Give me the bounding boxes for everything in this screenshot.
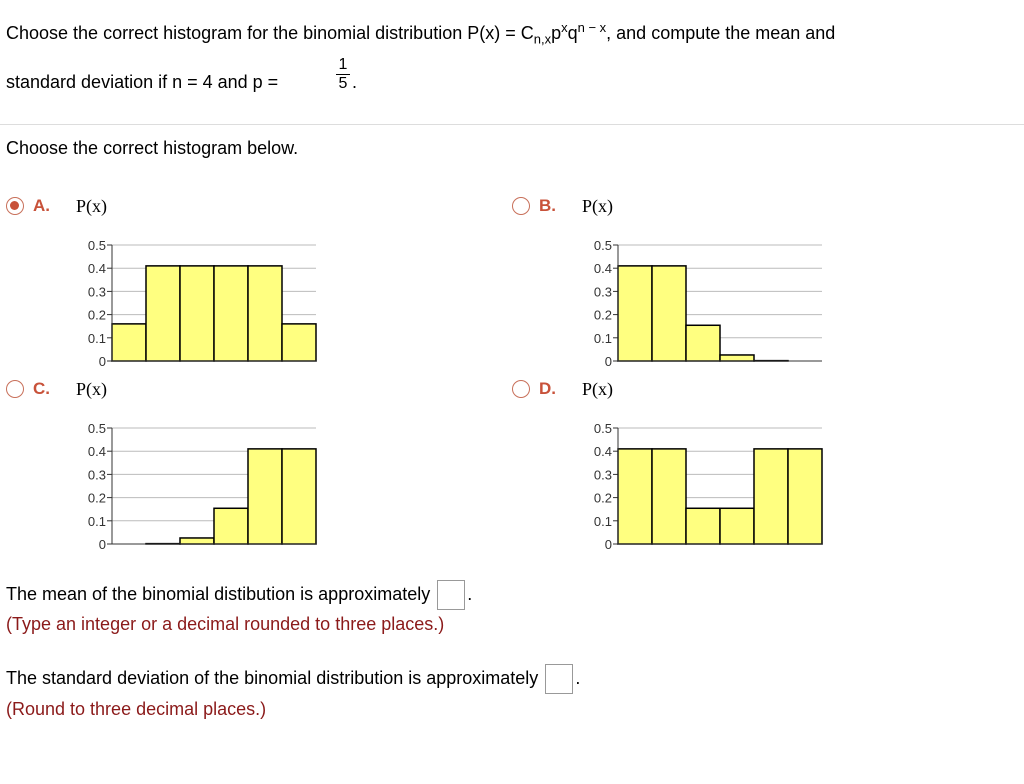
y-tick-label: 0.3: [87, 284, 106, 300]
mean-row: The mean of the binomial distibution is approximately .: [6, 580, 472, 610]
question-text: standard deviation if n = 4 and p =: [6, 72, 279, 92]
histogram-bar: [720, 355, 754, 361]
prompt: Choose the correct histogram below.: [6, 138, 299, 158]
y-tick-label: 0.1: [87, 330, 106, 346]
y-tick-label: 0.1: [87, 513, 106, 529]
histogram-bar: [754, 449, 788, 544]
y-tick-label: 0: [604, 537, 612, 552]
histogram-bar: [180, 538, 214, 544]
sd-hint: (Round to three decimal places.): [6, 699, 267, 719]
y-tick-label: 0.4: [87, 261, 106, 277]
question-line-1: [6, 20, 835, 47]
histogram-bar: [652, 266, 686, 361]
histogram-bar: [618, 266, 652, 361]
sd-label: The standard deviation of the binomial distribution is approximately: [6, 667, 539, 688]
numerator: 1: [338, 56, 348, 73]
histogram-bar: [180, 266, 214, 361]
y-tick-label: 0.3: [593, 467, 612, 483]
superscript: x: [561, 20, 568, 35]
histogram-bar: [652, 449, 686, 544]
histogram-a: [66, 212, 386, 372]
option-letter: A.: [33, 196, 50, 215]
y-axis-label: P(x): [76, 196, 107, 216]
option-letter: B.: [539, 196, 556, 215]
sd-row: The standard deviation of the binomial distribution is approximately .: [6, 664, 580, 694]
histogram-bar: [214, 266, 248, 361]
y-tick-label: 0.1: [593, 513, 612, 529]
subscript: n,x: [533, 31, 552, 47]
question-text: , and compute the mean and: [606, 23, 836, 43]
histogram-bar: [214, 508, 248, 544]
question-text: Choose the correct histogram for the binomial distribution P(x) = C: [6, 23, 534, 43]
histogram-bar: [282, 449, 316, 544]
histogram-bar: [686, 325, 720, 361]
histogram-bar: [720, 508, 754, 544]
y-axis-label: P(x): [76, 379, 107, 399]
y-tick-label: 0.3: [593, 284, 612, 300]
histogram-bar: [282, 324, 316, 361]
histogram-c: [66, 395, 386, 555]
y-axis-label: P(x): [582, 379, 613, 399]
y-tick-label: 0.5: [593, 238, 612, 253]
mean-input[interactable]: [437, 580, 465, 610]
option-letter: C.: [33, 379, 50, 398]
y-tick-label: 0.2: [593, 490, 612, 506]
histogram-bar: [146, 266, 180, 361]
radio-c[interactable]: [6, 380, 24, 398]
y-tick-label: 0: [98, 537, 106, 552]
histogram-bar: [618, 449, 652, 544]
histogram-bar: [112, 324, 146, 361]
y-tick-label: 0.2: [87, 307, 106, 323]
histogram-bar: [788, 449, 822, 544]
histogram-bar: [248, 449, 282, 544]
radio-a[interactable]: [6, 197, 24, 215]
fraction: [336, 56, 350, 93]
y-tick-label: 0.5: [87, 421, 106, 436]
y-tick-label: 0.4: [593, 261, 612, 277]
y-tick-label: 0.4: [593, 444, 612, 460]
mean-hint: (Type an integer or a decimal rounded to three places.): [6, 614, 445, 634]
histogram-b: [572, 212, 892, 372]
histogram-d: [572, 395, 892, 555]
radio-d[interactable]: [512, 380, 530, 398]
y-tick-label: 0.2: [87, 490, 106, 506]
y-tick-label: 0.3: [87, 467, 106, 483]
y-tick-label: 0.2: [593, 307, 612, 323]
denominator: 5: [336, 74, 350, 93]
radio-b[interactable]: [512, 197, 530, 215]
y-axis-label: P(x): [582, 196, 613, 216]
option-letter: D.: [539, 379, 556, 398]
sd-input[interactable]: [545, 664, 573, 694]
histogram-bar: [686, 508, 720, 544]
divider: [0, 124, 1024, 125]
p-symbol: p: [551, 23, 562, 43]
superscript: n − x: [577, 20, 607, 35]
y-tick-label: 0.5: [593, 421, 612, 436]
y-tick-label: 0: [604, 354, 612, 369]
y-tick-label: 0.1: [593, 330, 612, 346]
mean-label: The mean of the binomial distibution is approximately: [6, 583, 431, 604]
histogram-bar: [248, 266, 282, 361]
y-tick-label: 0.4: [87, 444, 106, 460]
y-tick-label: 0.5: [87, 238, 106, 253]
period: .: [352, 72, 358, 92]
y-tick-label: 0: [98, 354, 106, 369]
question-line-2: [6, 72, 278, 93]
q-symbol: q: [567, 23, 578, 43]
